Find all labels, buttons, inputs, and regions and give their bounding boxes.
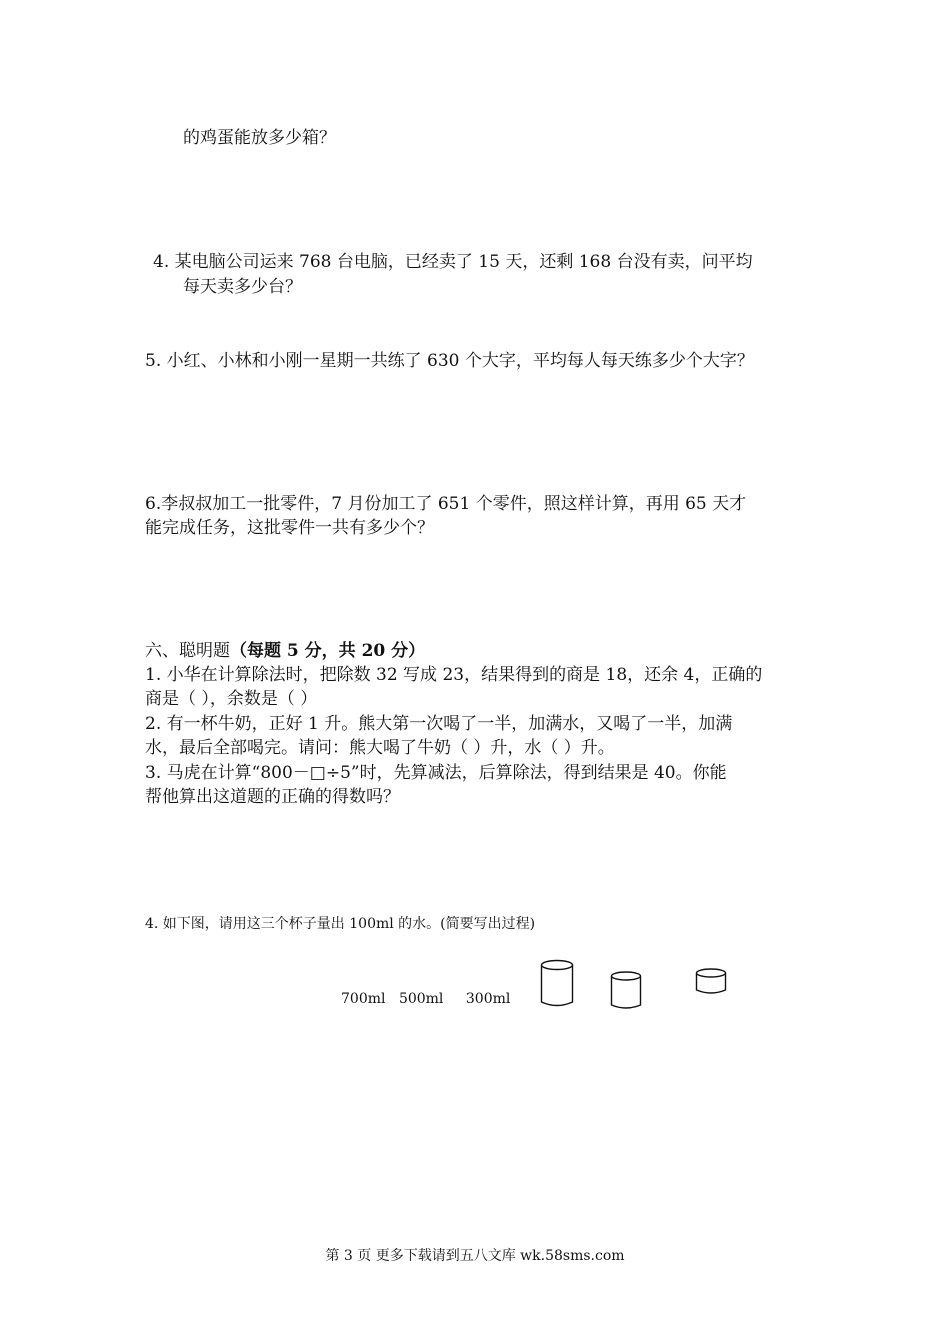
section-6-title	[145, 640, 425, 662]
problem-4-line1: 4. 如下图，请用这三个杯子量出 100ml 的水。(简要写出过程)	[145, 916, 536, 932]
question-6-line1: 6.李叔叔加工一批零件，7 月份加工了 651 个零件，照这样计算，再用 65 天才	[145, 494, 747, 514]
question-6-line2: 能完成任务，这批零件一共有多少个？	[145, 518, 434, 538]
cup-label-700: 700ml	[341, 991, 386, 1007]
cup-medium-icon	[609, 970, 643, 1012]
problem-3-line1: 3. 马虎在计算“800－□÷5”时，先算减法，后算除法，得到结果是 40。你能	[145, 763, 727, 783]
section-6-title-score: （每题 5 分，共 20 分）	[230, 641, 426, 661]
cup-large-icon	[539, 958, 575, 1010]
problem-1-line2: 商是（ ），余数是（ ）	[145, 689, 318, 709]
problem-2-line1: 2. 有一杯牛奶，正好 1 升。熊大第一次喝了一半，加满水，又喝了一半，加满	[145, 714, 733, 734]
problem-2-line2: 水，最后全部喝完。请问：熊大喝了牛奶（ ）升，水（ ）升。	[145, 738, 615, 758]
question-4-line1: 4. 某电脑公司运来 768 台电脑，已经卖了 15 天，还剩 168 台没有卖，问平均	[153, 252, 753, 272]
q3-continuation: 的鸡蛋能放多少箱？	[183, 128, 336, 148]
problem-3-line2: 帮他算出这道题的正确的得数吗？	[145, 787, 400, 807]
cup-label-300: 300ml	[465, 991, 511, 1007]
cup-small-icon	[694, 967, 728, 997]
problem-1-line1: 1. 小华在计算除法时，把除数 32 写成 23，结果得到的商是 18，还余 4，正确的	[145, 665, 763, 685]
cup-label-500: 500ml	[398, 991, 444, 1007]
section-6-title-plain: 六、聪明题	[145, 641, 230, 661]
cup-labels	[341, 988, 510, 1010]
page-footer: 第 3 页 更多下载请到五八文库 wk.58sms.com	[325, 1248, 625, 1264]
question-5: 5. 小红、小林和小刚一星期一共练了 630 个大字，平均每人每天练多少个大字？	[145, 351, 754, 371]
question-4-line2: 每天卖多少台？	[183, 277, 302, 297]
